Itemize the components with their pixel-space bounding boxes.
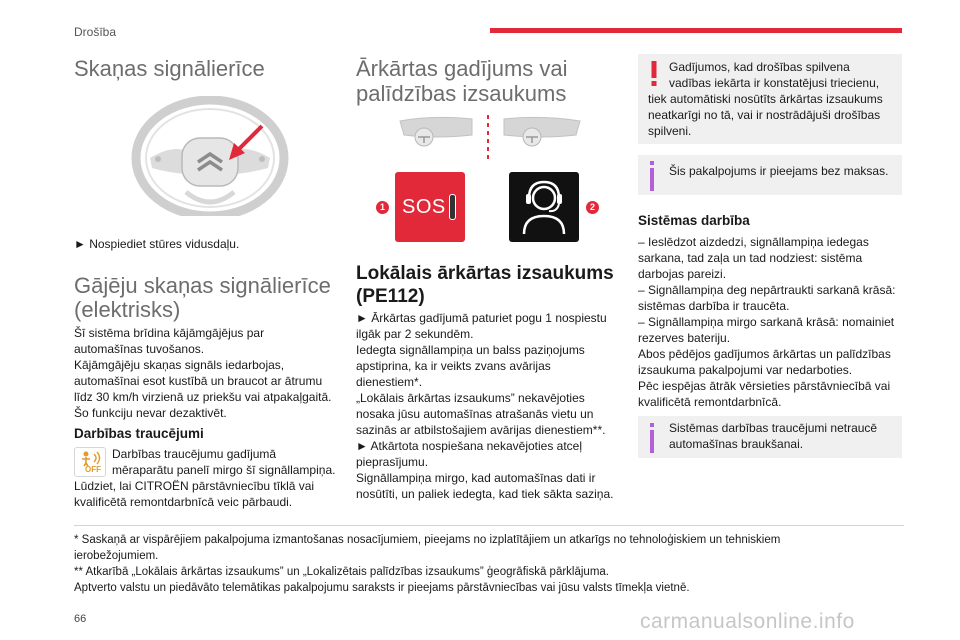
operation-line: sarkana, tad zaļa un tad nodziest: sistēma xyxy=(638,251,863,265)
ceiling-console-illustration xyxy=(392,113,592,163)
info-box-driving xyxy=(638,416,902,458)
faults-subheading: Darbības traucējumi xyxy=(74,426,204,441)
local-call-line: Signāllampiņa mirgo, kad automašīnas dati ir xyxy=(356,471,596,485)
off-label: OFF xyxy=(85,465,101,474)
heading-horn: Skaņas signālierīce xyxy=(74,56,265,81)
footnote-line: ierobežojumiem. xyxy=(74,550,159,562)
warning-box xyxy=(638,54,902,144)
operation-line: Pēc iespējas ātrāk vērsieties pārstāvniecībā vai xyxy=(638,379,891,393)
operation-line: sistēmas darbība ir traucēta. xyxy=(638,299,790,313)
pedestrian-body-line: līdz 30 km/h virzienā uz priekšu vai atpakaļgaitā. xyxy=(74,390,332,404)
warning-line: spilveni. xyxy=(648,124,692,138)
footnote-divider xyxy=(74,525,904,526)
fault-line: kvalificētā remontdarbnīcā veic pārbaudi. xyxy=(74,495,293,509)
operation-line: izsaukuma pakalpojumi var nedarboties. xyxy=(638,363,853,377)
warning-line: neatkarīgi no tā, vai ir nostrādājuši drošības xyxy=(648,108,881,122)
watermark: carmanualsonline.info xyxy=(640,610,855,633)
warning-exclamation-icon xyxy=(649,61,659,87)
steering-wheel-illustration xyxy=(130,96,290,216)
page-number: 66 xyxy=(74,613,87,625)
section-title: Drošība xyxy=(74,25,117,39)
warning-line: vadības iekārta ir konstatējusi triecienu, xyxy=(669,76,880,90)
fault-line: mēraparātu panelī mirgo šī signāllampiņa. xyxy=(112,463,336,477)
heading-pedestrian-horn-2: (elektrisks) xyxy=(74,297,181,322)
local-call-line: pieprasījumu. xyxy=(356,455,429,469)
info-icon xyxy=(649,161,655,191)
footnote-line: Aptverto valstu un piedāvāto telemātikas pakalpojumu saraksts ir pieejams pārstāvniecības vai jūsu valsts tīmekļa vietnē. xyxy=(74,582,690,594)
fault-line: Darbības traucējumu gadījumā xyxy=(112,447,277,461)
heading-pedestrian-horn-1: Gājēju skaņas signālierīce xyxy=(74,273,331,298)
pedestrian-horn-off-warning-icon xyxy=(74,447,106,477)
operation-line: rezerves bateriju. xyxy=(638,331,731,345)
operation-line: – Ieslēdzot aizdedzi, signāllampiņa iedegas xyxy=(638,235,869,249)
local-call-line: „Lokālais ārkārtas izsaukums” nekavējoties xyxy=(356,391,585,405)
operation-line: – Signāllampiņa mirgo sarkanā krāsā: nomainiet xyxy=(638,315,895,329)
info-text: automašīnas braukšanai. xyxy=(669,437,804,451)
assistance-headset-icon xyxy=(509,172,579,242)
footnote-line: ** Atkarībā „Lokālais ārkārtas izsaukums” un „Lokalizētais palīdzības izsaukums” ģeogrāfiskā pārklājuma. xyxy=(74,566,609,578)
local-call-line: apstiprina, ka ir veikts zvans avārijas xyxy=(356,359,551,373)
badge-1: 1 xyxy=(376,201,389,214)
heading-local-call-2: (PE112) xyxy=(356,286,425,307)
info-box-free-service xyxy=(638,155,902,195)
footnote-line: * Saskaņā ar vispārējiem pakalpojuma izmantošanas nosacījumiem, pieejams no izplatītājiem un atkarīgs no tehnoloģiskiem un tehniskiem xyxy=(74,534,781,546)
sos-indicator-led xyxy=(449,194,456,220)
local-call-line: ilgāk par 2 sekundēm. xyxy=(356,327,474,341)
pedestrian-body-line: Šī sistēma brīdina kājāmgājējus par xyxy=(74,326,265,340)
warning-line: tiek automātiski nosūtīts ārkārtas izsaukums xyxy=(648,92,883,106)
local-call-line: ► Atkārtota nospiešana nekavējoties atceļ xyxy=(356,439,583,453)
warning-line: Gadījumos, kad drošības spilvena xyxy=(669,60,850,74)
pedestrian-body-line: automašīnai esot kustībā un braucot ar ātrumu xyxy=(74,374,323,388)
sos-button[interactable] xyxy=(395,172,465,242)
operation-line: Abos pēdējos gadījumos ārkārtas un palīdzības xyxy=(638,347,891,361)
heading-emergency-1: Ārkārtas gadījums vai xyxy=(356,56,568,81)
fault-line: Lūdziet, lai CITROËN pārstāvniecību tīklā vai xyxy=(74,479,315,493)
operation-line: kvalificētā remontdarbnīcā. xyxy=(638,395,782,409)
info-text: Šis pakalpojums ir pieejams bez maksas. xyxy=(669,164,889,178)
local-call-line: sazinās ar atbilstošajiem avārijas dienestiem**. xyxy=(356,423,606,437)
pedestrian-body-line: automašīnas tuvošanos. xyxy=(74,342,205,356)
local-call-line: nosūtīti, un paliek iedegta, kad tiek sākta saziņa. xyxy=(356,487,614,501)
system-operation-subheading: Sistēmas darbība xyxy=(638,213,750,228)
info-icon xyxy=(649,423,655,453)
info-text: Sistēmas darbības traucējumi netraucē xyxy=(669,421,878,435)
operation-line: darbojas pareizi. xyxy=(638,267,727,281)
local-call-line: Iedegta signāllampiņa un balss paziņojums xyxy=(356,343,585,357)
operation-line: – Signāllampiņa deg nepārtraukti sarkanā krāsā: xyxy=(638,283,896,297)
heading-local-call-1: Lokālais ārkārtas izsaukums xyxy=(356,263,614,284)
sos-label: SOS xyxy=(402,196,446,218)
pedestrian-body-line: Kājāmgājēju skaņas signāls iedarbojas, xyxy=(74,358,285,372)
header-accent-bar xyxy=(490,28,902,33)
local-call-line: dienestiem*. xyxy=(356,375,423,389)
heading-emergency-2: palīdzības izsaukums xyxy=(356,81,567,106)
assistance-button[interactable] xyxy=(509,172,579,242)
local-call-line: nosaka jūsu automašīnas atrašanās vietu un xyxy=(356,407,594,421)
badge-2: 2 xyxy=(586,201,599,214)
local-call-line: ► Ārkārtas gadījumā paturiet pogu 1 nospiestu xyxy=(356,311,607,325)
horn-step: ► Nospiediet stūres vidusdaļu. xyxy=(74,237,240,251)
pedestrian-body-line: Šo funkciju nevar dezaktivēt. xyxy=(74,406,227,420)
